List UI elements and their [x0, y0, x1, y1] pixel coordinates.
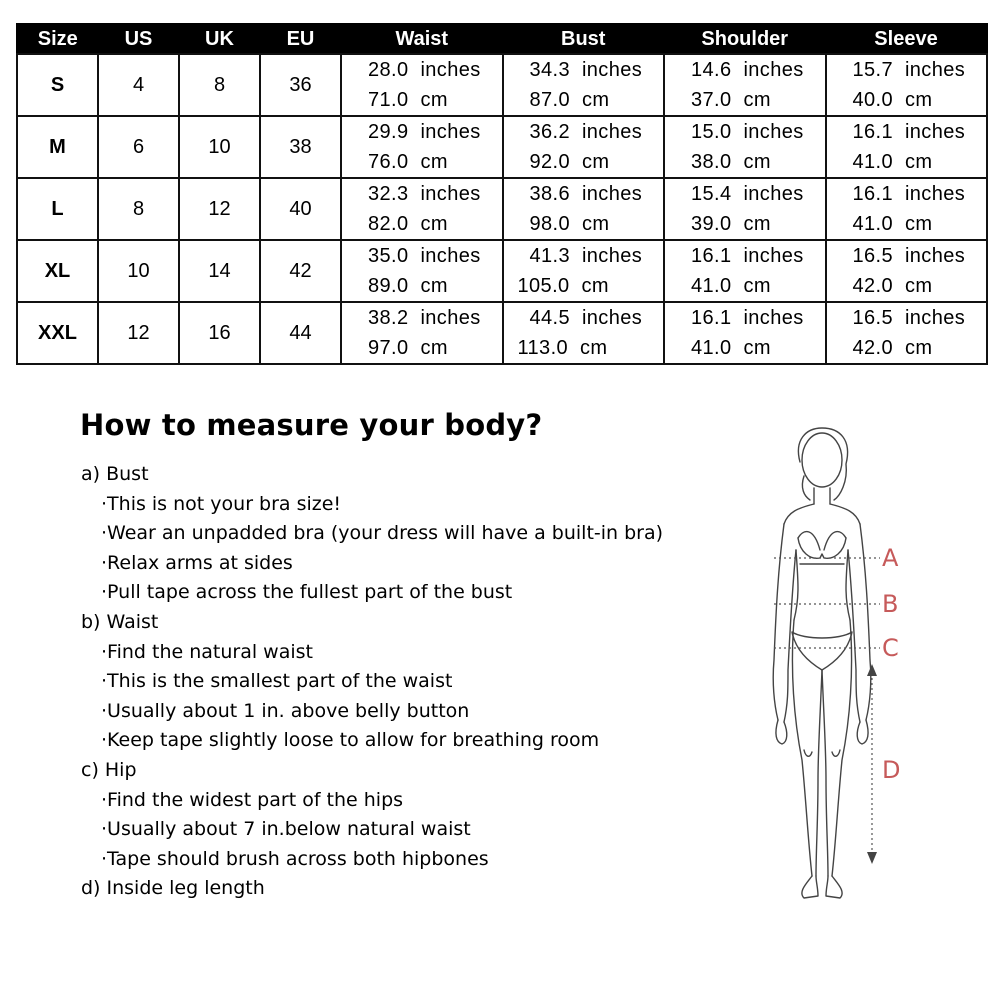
waist-cm: 71.0 cm	[368, 89, 448, 111]
instruction-item: ·Find the widest part of the hips	[101, 788, 404, 811]
bust-inches: 41.3 inches	[529, 245, 643, 267]
sleeve-inches: 16.5 inches	[852, 245, 966, 267]
shoulder-cm: 41.0 cm	[691, 337, 771, 359]
bust-cell	[503, 240, 665, 302]
waist-cell	[341, 178, 503, 240]
eu-cell: 40	[260, 178, 341, 240]
eu-cell: 38	[260, 116, 341, 178]
bust-cell	[503, 178, 665, 240]
measure-instructions	[81, 460, 663, 904]
instruction-item: ·Relax arms at sides	[101, 551, 293, 574]
instruction-item: ·Usually about 1 in. above belly button	[101, 699, 470, 722]
shoulder-cm: 41.0 cm	[691, 275, 771, 297]
table-row	[17, 178, 987, 240]
shoulder-cell	[664, 54, 826, 116]
waist-cm: 76.0 cm	[368, 151, 448, 173]
bust-inches: 38.6 inches	[529, 183, 643, 205]
waist-inches: 38.2 inches	[368, 307, 481, 329]
shoulder-cell	[664, 116, 826, 178]
size-cell: L	[17, 178, 98, 240]
us-cell: 10	[98, 240, 179, 302]
header-waist: Waist	[341, 24, 503, 54]
header-sleeve: Sleeve	[826, 24, 988, 54]
sleeve-inches: 15.7 inches	[852, 59, 966, 81]
bust-cm: 113.0 cm	[517, 337, 608, 359]
sleeve-cell	[826, 302, 988, 364]
bust-cm: 105.0 cm	[517, 275, 609, 297]
sleeve-cell	[826, 240, 988, 302]
eu-cell: 36	[260, 54, 341, 116]
shoulder-cm: 39.0 cm	[691, 213, 771, 235]
sleeve-cm: 41.0 cm	[852, 213, 933, 235]
waist-inches: 29.9 inches	[368, 121, 481, 143]
sleeve-cm: 41.0 cm	[852, 151, 933, 173]
header-us: US	[98, 24, 179, 54]
instruction-item: ·Keep tape slightly loose to allow for breathing room	[101, 729, 600, 752]
shoulder-inches: 15.4 inches	[691, 183, 804, 205]
waist-cell	[341, 302, 503, 364]
eu-cell: 44	[260, 302, 341, 364]
us-cell: 4	[98, 54, 179, 116]
shoulder-inches: 16.1 inches	[691, 307, 804, 329]
uk-cell: 8	[179, 54, 260, 116]
sleeve-cm: 40.0 cm	[852, 89, 933, 111]
header-size: Size	[17, 24, 98, 54]
shoulder-inches: 16.1 inches	[691, 245, 804, 267]
section-heading: b) Waist	[81, 610, 159, 633]
section-heading: a) Bust	[81, 463, 149, 485]
size-cell: M	[17, 116, 98, 178]
figure-label-c: C	[882, 634, 899, 662]
size-chart-table	[16, 23, 988, 365]
instruction-item: ·Tape should brush across both hipbones	[101, 847, 489, 870]
figure-label-d: D	[882, 756, 901, 784]
uk-cell: 10	[179, 116, 260, 178]
guide-title: How to measure your body?	[80, 408, 543, 442]
instruction-item: ·Find the natural waist	[101, 640, 313, 663]
sleeve-cell	[826, 116, 988, 178]
waist-cm: 82.0 cm	[368, 213, 448, 235]
uk-cell: 16	[179, 302, 260, 364]
sleeve-cell	[826, 54, 988, 116]
instruction-item: ·Pull tape across the fullest part of the bust	[101, 581, 513, 604]
table-row	[17, 240, 987, 302]
waist-cell	[341, 54, 503, 116]
figure-label-b: B	[882, 590, 899, 618]
bust-cell	[503, 116, 665, 178]
shoulder-cm: 37.0 cm	[691, 89, 771, 111]
waist-inches: 32.3 inches	[368, 183, 481, 205]
waist-cm: 97.0 cm	[368, 337, 448, 359]
bust-cm: 87.0 cm	[529, 89, 610, 111]
sleeve-inches: 16.1 inches	[852, 121, 966, 143]
shoulder-inches: 14.6 inches	[691, 59, 804, 81]
bust-inches: 44.5 inches	[529, 307, 643, 329]
size-cell: XL	[17, 240, 98, 302]
bust-inches: 36.2 inches	[529, 121, 643, 143]
waist-cm: 89.0 cm	[368, 275, 448, 297]
header-eu: EU	[260, 24, 341, 54]
shoulder-cell	[664, 240, 826, 302]
sleeve-cm: 42.0 cm	[852, 275, 933, 297]
size-cell: XXL	[17, 302, 98, 364]
header-shoulder: Shoulder	[664, 24, 826, 54]
us-cell: 8	[98, 178, 179, 240]
table-header-row	[17, 24, 987, 54]
instruction-item: ·Wear an unpadded bra (your dress will have a built-in bra)	[101, 522, 664, 545]
section-heading: d) Inside leg length	[81, 877, 265, 900]
uk-cell: 12	[179, 178, 260, 240]
instruction-item: ·This is the smallest part of the waist	[101, 670, 453, 693]
figure-label-a: A	[882, 544, 899, 572]
waist-inches: 28.0 inches	[368, 59, 481, 81]
sleeve-cm: 42.0 cm	[852, 337, 933, 359]
table-row	[17, 54, 987, 116]
shoulder-cm: 38.0 cm	[691, 151, 771, 173]
section-heading: c) Hip	[81, 758, 137, 781]
bust-cm: 92.0 cm	[529, 151, 610, 173]
table-row	[17, 302, 987, 364]
bust-cell	[503, 302, 665, 364]
eu-cell: 42	[260, 240, 341, 302]
shoulder-cell	[664, 302, 826, 364]
waist-cell	[341, 240, 503, 302]
shoulder-inches: 15.0 inches	[691, 121, 804, 143]
instruction-item: ·This is not your bra size!	[101, 492, 342, 515]
waist-inches: 35.0 inches	[368, 245, 481, 267]
bust-cell	[503, 54, 665, 116]
header-uk: UK	[179, 24, 260, 54]
bust-inches: 34.3 inches	[529, 59, 643, 81]
us-cell: 6	[98, 116, 179, 178]
sleeve-inches: 16.1 inches	[852, 183, 966, 205]
body-measurement-figure	[760, 420, 940, 910]
uk-cell: 14	[179, 240, 260, 302]
table-row	[17, 116, 987, 178]
shoulder-cell	[664, 178, 826, 240]
waist-cell	[341, 116, 503, 178]
bust-cm: 98.0 cm	[529, 213, 610, 235]
size-cell: S	[17, 54, 98, 116]
us-cell: 12	[98, 302, 179, 364]
sleeve-inches: 16.5 inches	[852, 307, 966, 329]
sleeve-cell	[826, 178, 988, 240]
header-bust: Bust	[503, 24, 665, 54]
instruction-item: ·Usually about 7 in.below natural waist	[101, 818, 471, 841]
